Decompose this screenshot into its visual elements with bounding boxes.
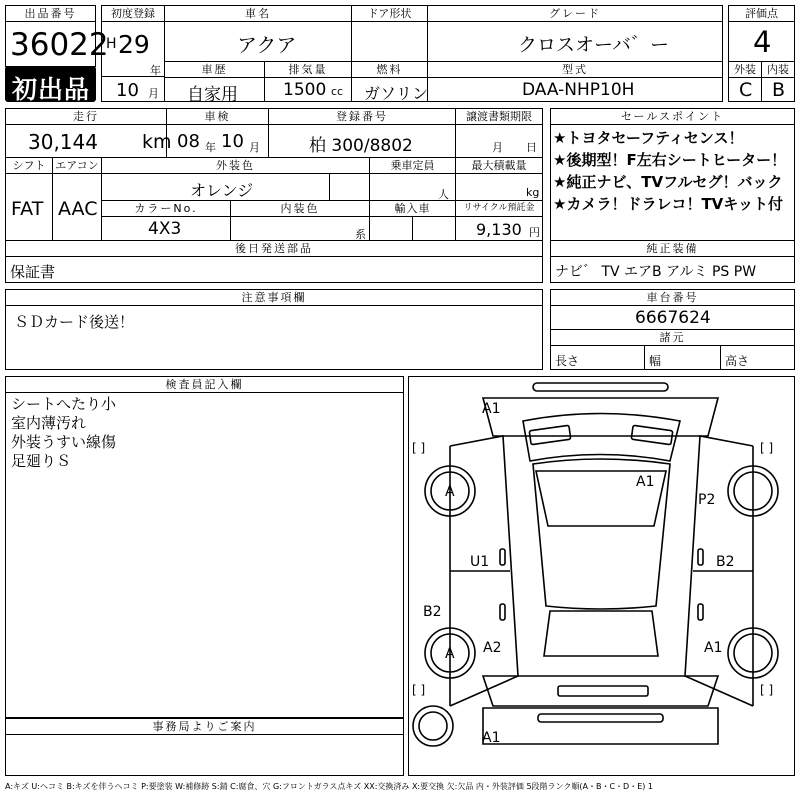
max-load-unit: kg <box>526 186 540 199</box>
right-front-handle <box>698 549 703 565</box>
month-unit: 月 <box>148 87 159 100</box>
rear-light-strip <box>558 686 648 696</box>
bracket-right-bottom: [ ] <box>760 683 774 697</box>
first-reg-year: 29 <box>118 30 150 59</box>
recycle-unit: 円 <box>529 226 540 239</box>
score: 4 <box>753 25 772 59</box>
color-no-cell <box>101 216 231 241</box>
rear-bumper-strip <box>538 714 663 722</box>
model-cell <box>427 77 723 102</box>
inspector-note: 足廻りＳ <box>11 452 72 470</box>
inspector-label: 検査員記入欄 <box>5 376 404 393</box>
model-label: 型式 <box>427 61 723 78</box>
front-light-left <box>529 425 571 444</box>
model: DAA-NHP10H <box>522 80 635 100</box>
inspector-note: 室内薄汚れ <box>11 414 87 432</box>
displacement-label: 排気量 <box>264 61 352 78</box>
lot-no-cell <box>5 21 109 67</box>
rear-glass-outline <box>544 611 658 656</box>
first-reg-month-cell <box>101 76 165 102</box>
front-bumper-outline <box>533 383 668 391</box>
mileage-cell <box>5 124 172 158</box>
ext-color-cell <box>101 173 330 201</box>
chassis-cell <box>550 305 795 330</box>
inspector-note: 外装うすい線傷 <box>11 433 117 451</box>
max-load-cell <box>455 173 543 201</box>
history-cell <box>164 77 265 105</box>
office-box <box>5 734 404 776</box>
caution-box <box>5 305 543 370</box>
mark-left-front-door: U1 <box>470 554 490 570</box>
recycle: 9,130 <box>476 220 522 239</box>
import-cell-2 <box>412 216 456 241</box>
mark-front-right-fender: P2 <box>698 492 716 508</box>
mark-rear-left-panel: A2 <box>483 640 502 656</box>
exterior-cell <box>728 77 762 102</box>
color-no-label: カラーNo. <box>101 200 231 217</box>
transfer-label: 譲渡書類期限 <box>455 108 543 125</box>
interior-grade: B <box>772 79 786 101</box>
mark-front-bumper: A1 <box>482 401 501 417</box>
ext-color: オレンジ <box>190 181 254 200</box>
right-rear-handle <box>698 604 703 620</box>
recycle-cell <box>455 216 543 241</box>
later-parts-cell <box>5 256 543 283</box>
dimension-width-cell <box>644 345 721 370</box>
first-reg-month: 10 <box>116 80 139 101</box>
bracket-right-top: [ ] <box>760 441 774 455</box>
year-unit: 年 <box>150 64 161 77</box>
grade-cell <box>427 21 723 62</box>
displacement: 1500 <box>283 80 327 100</box>
bracket-left-top: [ ] <box>412 441 426 455</box>
capacity-cell <box>369 173 456 201</box>
later-parts: 保証書 <box>10 263 56 281</box>
first-reg-label: 初度登録 <box>101 5 165 22</box>
ext-color-label: 外装色 <box>101 157 370 174</box>
ac-cell <box>52 173 102 241</box>
mark-rear-bumper: A1 <box>482 730 501 746</box>
displacement-cell <box>264 77 352 102</box>
history-label: 車歴 <box>164 61 265 78</box>
interior-cell <box>761 77 795 102</box>
capacity-unit: 人 <box>438 188 449 201</box>
score-cell <box>728 21 795 62</box>
inspector-box <box>5 392 404 718</box>
inspection-year-unit: 年 <box>205 141 216 154</box>
inspection-year: 08 <box>177 131 200 152</box>
caution-text: ＳＤカード後送！ <box>14 313 135 331</box>
caution-label: 注意事項欄 <box>5 289 543 306</box>
era-letter: H <box>106 36 117 52</box>
left-front-handle <box>500 549 505 565</box>
dimension-height-cell <box>720 345 795 370</box>
dimensions-label: 諸元 <box>550 329 795 346</box>
inspection-label: 車検 <box>166 108 269 125</box>
int-color-cell <box>230 216 370 241</box>
mark-hood: A1 <box>636 474 655 490</box>
fuel-label: 燃料 <box>351 61 428 78</box>
lot-no-label: 出品番号 <box>5 5 96 22</box>
reg-no-label: 登録番号 <box>268 108 456 125</box>
ac-label: エアコン <box>52 157 102 174</box>
hood-outline <box>523 414 680 462</box>
interior-label: 内装 <box>761 61 795 78</box>
mileage-unit: km <box>142 131 172 153</box>
shift-cell <box>5 173 53 241</box>
sales-points-label: セールスポイント <box>550 108 795 125</box>
fuel-cell <box>351 77 428 102</box>
exterior-grade: C <box>739 79 753 101</box>
max-load-label: 最大積載量 <box>455 157 543 174</box>
dimension-width-label: 幅 <box>649 354 662 368</box>
exterior-label: 外装 <box>728 61 762 78</box>
mark-right-front-door: B2 <box>716 554 735 570</box>
car-name-label: 車名 <box>164 5 352 22</box>
sales-point-line: ★純正ナビ、TVフルセグ！バック <box>553 173 783 191</box>
door-label: ドア形状 <box>351 5 428 22</box>
dimension-height-label: 高さ <box>725 354 750 368</box>
bracket-left-bottom: [ ] <box>412 683 426 697</box>
grade: クロスオーバ゛ー <box>518 34 670 56</box>
int-color-label: 内装色 <box>230 200 370 217</box>
inspection-month-unit: 月 <box>249 141 260 154</box>
inspection-month: 10 <box>221 131 244 152</box>
dimension-length-label: 長さ <box>555 354 580 368</box>
fuel: ガソリン <box>364 84 429 103</box>
dimension-length-cell <box>550 345 645 370</box>
chassis-no: 6667624 <box>635 308 711 328</box>
factory-equipment-cell <box>550 256 795 283</box>
inspector-note: シートへたり小 <box>11 395 117 413</box>
color-no: 4X3 <box>148 219 182 239</box>
reg-no: 柏 300/8802 <box>309 136 413 156</box>
sales-point-line: ★カメラ！ドラレコ！TVキット付 <box>553 195 783 213</box>
car-name-cell <box>164 21 352 62</box>
mark-rear-right-panel: A1 <box>704 640 723 656</box>
door-cell <box>351 21 428 62</box>
first-listing-badge <box>5 66 96 102</box>
import-label: 輸入車 <box>369 200 456 217</box>
int-color-unit: 系 <box>355 228 366 241</box>
import-cell <box>369 216 413 241</box>
spare-wheel-inner <box>419 712 447 740</box>
first-listing-text: 初出品 <box>12 75 91 104</box>
sales-points-box <box>550 124 795 241</box>
capacity-label: 乗車定員 <box>369 157 456 174</box>
history: 自家用 <box>187 85 238 105</box>
factory-equipment-label: 純正装備 <box>550 240 795 257</box>
mark-rear-left-wheel: A <box>445 646 455 662</box>
car-damage-diagram <box>408 376 795 776</box>
grade-label: グレード <box>427 5 723 22</box>
first-reg-cell <box>101 21 165 77</box>
inspection-cell <box>166 124 269 158</box>
factory-equipment: ナビ゛ TV エアB アルミ PS PW <box>555 264 757 280</box>
car-name: アクア <box>237 33 297 57</box>
left-rear-handle <box>500 604 505 620</box>
mileage: 30,144 <box>28 130 98 154</box>
displacement-unit: cc <box>331 85 344 98</box>
sales-point-line: ★トヨタセーフティセンス！ <box>553 129 744 147</box>
transfer-cell <box>455 124 543 158</box>
legend: A:キズ U:ヘコミ B:キズを伴うヘコミ P:要塗装 W:補修跡 S:錆 C:腐食、穴 G:フロントガラス点キズ XX:交換済み X:要交換 欠:欠品 内・外装評価 5段階ランク順(A・B・C・D・E) 1 <box>5 782 654 791</box>
ac: AAC <box>58 198 98 220</box>
transfer-month-unit: 月 <box>492 141 503 154</box>
mark-front-left-wheel: A <box>445 484 455 500</box>
front-light-right <box>631 425 673 444</box>
office-label: 事務局よりご案内 <box>5 718 404 735</box>
sales-point-line: ★後期型！F左右シートヒーター！ <box>553 151 787 169</box>
shift: FAT <box>11 198 44 220</box>
ext-color-blank <box>329 173 370 201</box>
rear-panel-outline <box>483 676 718 706</box>
front-panel-outline <box>483 398 718 436</box>
score-label: 評価点 <box>728 5 795 22</box>
reg-no-cell <box>268 124 456 158</box>
mileage-label: 走行 <box>5 108 167 125</box>
transfer-day-unit: 日 <box>526 141 537 154</box>
mark-left-rear-quarter: B2 <box>423 604 442 620</box>
shift-label: シフト <box>5 157 53 174</box>
later-parts-label: 後日発送部品 <box>5 240 543 257</box>
lot-no: 36022 <box>10 27 109 63</box>
chassis-label: 車台番号 <box>550 289 795 306</box>
recycle-label: リサイクル預託金 <box>455 200 543 217</box>
